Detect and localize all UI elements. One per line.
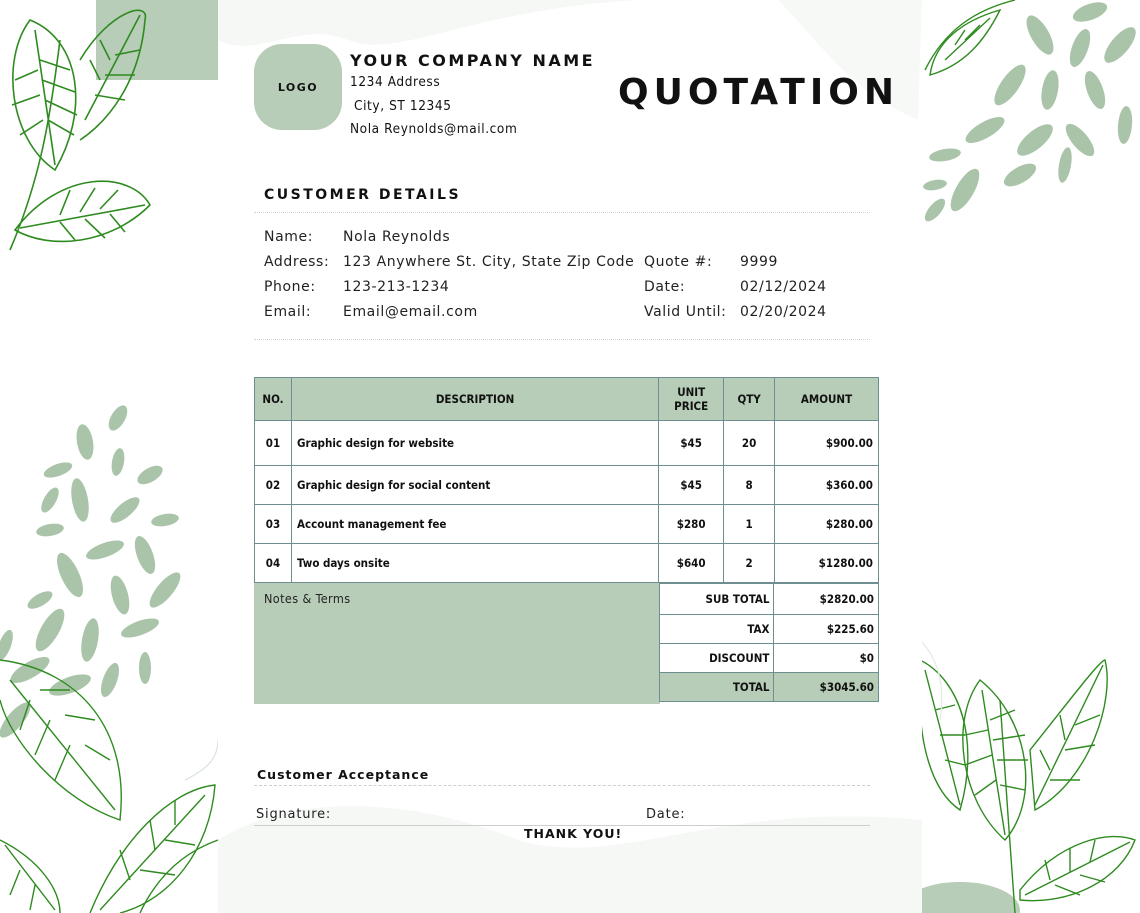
valid-until-label: Valid Until: <box>644 304 727 320</box>
table-row <box>255 505 879 544</box>
row-qty: 2 <box>724 544 775 583</box>
company-city: City, ST 12345 <box>354 98 452 114</box>
row-description: Account management fee <box>291 505 658 544</box>
notes-and-terms-box <box>254 583 660 704</box>
row-no: 02 <box>255 466 292 505</box>
header-no: NO. <box>255 378 292 421</box>
company-email: Nola Reynolds@mail.com <box>350 121 518 137</box>
header-qty: QTY <box>724 378 775 421</box>
row-qty: 8 <box>724 466 775 505</box>
items-table <box>254 377 879 583</box>
header-unit-price-line2: PRICE <box>674 399 709 413</box>
subtotal-row <box>660 584 879 615</box>
row-qty: 20 <box>724 421 775 466</box>
row-description: Graphic design for social content <box>291 466 658 505</box>
tax-row <box>660 615 879 644</box>
divider <box>254 212 870 213</box>
total-label: TOTAL <box>660 673 774 702</box>
header-amount: AMOUNT <box>775 378 879 421</box>
name-label: Name: <box>264 229 314 245</box>
row-unit-price: $45 <box>659 466 724 505</box>
divider <box>254 339 870 340</box>
row-description: Two days onsite <box>291 544 658 583</box>
row-no: 01 <box>255 421 292 466</box>
totals-table <box>659 583 879 702</box>
customer-email: Email@email.com <box>343 304 478 320</box>
row-amount: $900.00 <box>775 421 879 466</box>
customer-acceptance-title: Customer Acceptance <box>257 767 430 782</box>
subtotal-label: SUB TOTAL <box>660 584 774 615</box>
divider <box>254 785 870 786</box>
top-left-leaves-illustration <box>0 0 220 260</box>
email-label: Email: <box>264 304 312 320</box>
row-amount: $1280.00 <box>775 544 879 583</box>
total-value: $3045.60 <box>774 673 879 702</box>
document-title: QUOTATION <box>618 72 899 113</box>
quote-number: 9999 <box>740 254 779 270</box>
header-description: DESCRIPTION <box>291 378 658 421</box>
customer-name: Nola Reynolds <box>343 229 451 245</box>
row-amount: $360.00 <box>775 466 879 505</box>
phone-label: Phone: <box>264 279 316 295</box>
valid-until-date: 02/20/2024 <box>740 304 827 320</box>
thank-you-text: THANK YOU! <box>524 826 623 841</box>
table-row <box>255 466 879 505</box>
quote-date: 02/12/2024 <box>740 279 827 295</box>
company-logo: LOGO <box>254 44 342 130</box>
row-no: 04 <box>255 544 292 583</box>
top-right-leaves-illustration <box>905 0 1140 230</box>
header-unit-price <box>659 378 724 421</box>
discount-label: DISCOUNT <box>660 644 774 673</box>
bottom-right-leaves-illustration <box>920 640 1140 913</box>
tax-label: TAX <box>660 615 774 644</box>
row-no: 03 <box>255 505 292 544</box>
row-unit-price: $640 <box>659 544 724 583</box>
customer-phone: 123-213-1234 <box>343 279 450 295</box>
company-address: 1234 Address <box>350 74 441 90</box>
notes-label: Notes & Terms <box>264 591 351 606</box>
customer-address: 123 Anywhere St. City, State Zip Code <box>343 254 635 270</box>
table-row <box>255 544 879 583</box>
discount-value: $0 <box>774 644 879 673</box>
discount-row <box>660 644 879 673</box>
address-label: Address: <box>264 254 330 270</box>
acceptance-date-label: Date: <box>646 807 686 822</box>
row-unit-price: $45 <box>659 421 724 466</box>
row-qty: 1 <box>724 505 775 544</box>
table-header-row <box>255 378 879 421</box>
customer-details-title: CUSTOMER DETAILS <box>264 187 462 203</box>
subtotal-value: $2820.00 <box>774 584 879 615</box>
row-amount: $280.00 <box>775 505 879 544</box>
quote-date-label: Date: <box>644 279 686 295</box>
quote-number-label: Quote #: <box>644 254 713 270</box>
tax-value: $225.60 <box>774 615 879 644</box>
table-row <box>255 421 879 466</box>
total-row <box>660 673 879 702</box>
signature-label: Signature: <box>256 807 332 822</box>
header-unit-price-line1: UNIT <box>677 385 706 399</box>
row-description: Graphic design for website <box>291 421 658 466</box>
bottom-left-leaves-illustration <box>0 400 220 913</box>
row-unit-price: $280 <box>659 505 724 544</box>
company-name: YOUR COMPANY NAME <box>350 51 596 70</box>
